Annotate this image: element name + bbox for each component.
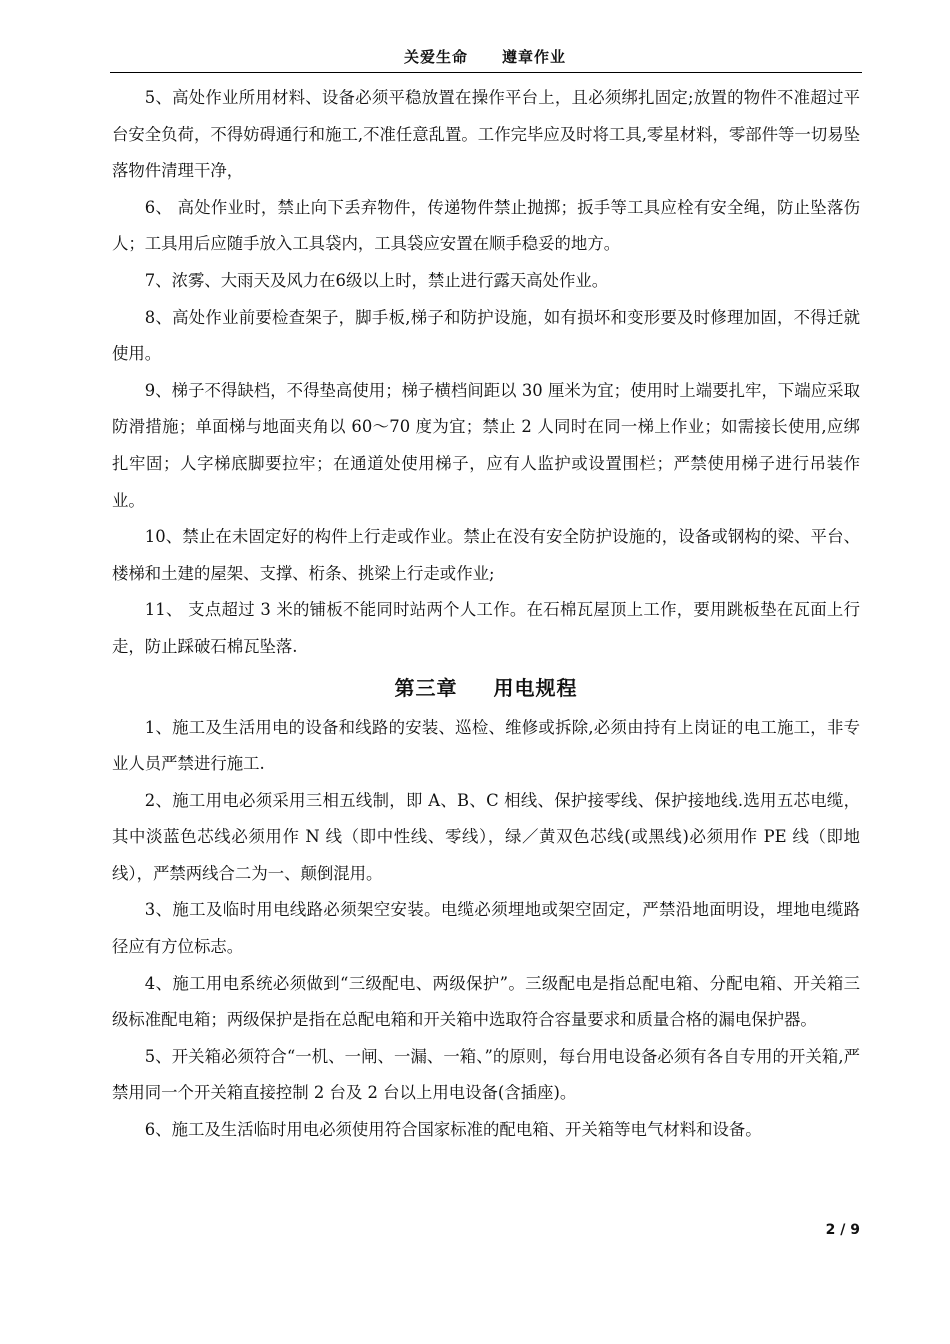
header-slogan-left: 关爱生命	[403, 48, 468, 66]
paragraph: 1、施工及生活用电的设备和线路的安装、巡检、维修或拆除,必须由持有上岗证的电工施工，非专业人员严禁进行施工.	[112, 717, 860, 774]
paragraph: 9、梯子不得缺档，不得垫高使用；梯子横档间距以 30 厘米为宜；使用时上端要扎牢，下端应采取防滑措施；单面梯与地面夹角以 60～70 度为宜；禁止 2 人同时在同一梯上作业；如需接长使用,应绑扎牢固；人字梯底脚要拉牢；在通道处使用梯子，应有人监护或设置围栏；严禁使用梯子进行吊装作业。	[112, 380, 860, 510]
paragraph: 5、开关箱必须符合“一机、一闸、一漏、一箱、”的原则，每台用电设备必须有各自专用的开关箱,严禁用同一个开关箱直接控制 2 台及 2 台以上用电设备(含插座)。	[112, 1046, 860, 1103]
header-slogan-right: 遵章作业	[502, 48, 567, 66]
paragraph: 6、施工及生活临时用电必须使用符合国家标准的配电箱、开关箱等电气材料和设备。	[144, 1120, 762, 1140]
page-header	[110, 46, 860, 67]
paragraph: 3、施工及临时用电线路必须架空安装。电缆必须埋地或架空固定，严禁沿地面明设，埋地电缆路径应有方位标志。	[112, 900, 860, 957]
chapter-heading	[112, 666, 860, 710]
paragraph: 6、 高处作业时，禁止向下丢弃物件，传递物件禁止抛掷；扳手等工具应栓有安全绳，防止坠落伤人；工具用后应随手放入工具袋内，工具袋应安置在顺手稳妥的地方。	[112, 197, 860, 254]
document-body	[112, 80, 860, 1149]
page-number: 2 / 9	[825, 1222, 860, 1238]
paragraph: 8、高处作业前要检查架子，脚手板,梯子和防护设施，如有损坏和变形要及时修理加固，不得迁就使用。	[112, 307, 860, 364]
paragraph: 7、浓雾、大雨天及风力在6级以上时，禁止进行露天高处作业。	[144, 270, 609, 290]
paragraph: 2、施工用电必须采用三相五线制，即 A、B、C 相线、保护接零线、保护接地线.选用五芯电缆，其中淡蓝色芯线必须用作 N 线（即中性线、零线），绿／黄双色芯线(或黑线)必须用作 PE 线（即地线），严禁两线合二为一、颠倒混用。	[112, 790, 860, 883]
chapter-number: 第三章	[394, 675, 458, 700]
header-divider	[110, 72, 862, 73]
paragraph: 10、禁止在未固定好的构件上行走或作业。禁止在没有安全防护设施的，设备或钢构的梁、平台、楼梯和土建的屋架、支撑、桁条、挑梁上行走或作业;	[112, 527, 860, 583]
chapter-title: 用电规程	[493, 675, 578, 700]
paragraph: 4、施工用电系统必须做到“三级配电、两级保护”。三级配电是指总配电箱、分配电箱、开关箱三级标准配电箱；两级保护是指在总配电箱和开关箱中选取符合容量要求和质量合格的漏电保护器。	[112, 973, 860, 1030]
paragraph: 5、高处作业所用材料、设备必须平稳放置在操作平台上，且必须绑扎固定;放置的物件不准超过平台安全负荷，不得妨碍通行和施工,不准任意乱置。工作完毕应及时将工具,零星材料，零部件等一切易坠落物件清理干净，	[112, 88, 860, 181]
paragraph: 11、 支点超过 3 米的铺板不能同时站两个人工作。在石棉瓦屋顶上工作，要用跳板垫在瓦面上行走，防止踩破石棉瓦坠落.	[112, 600, 860, 656]
